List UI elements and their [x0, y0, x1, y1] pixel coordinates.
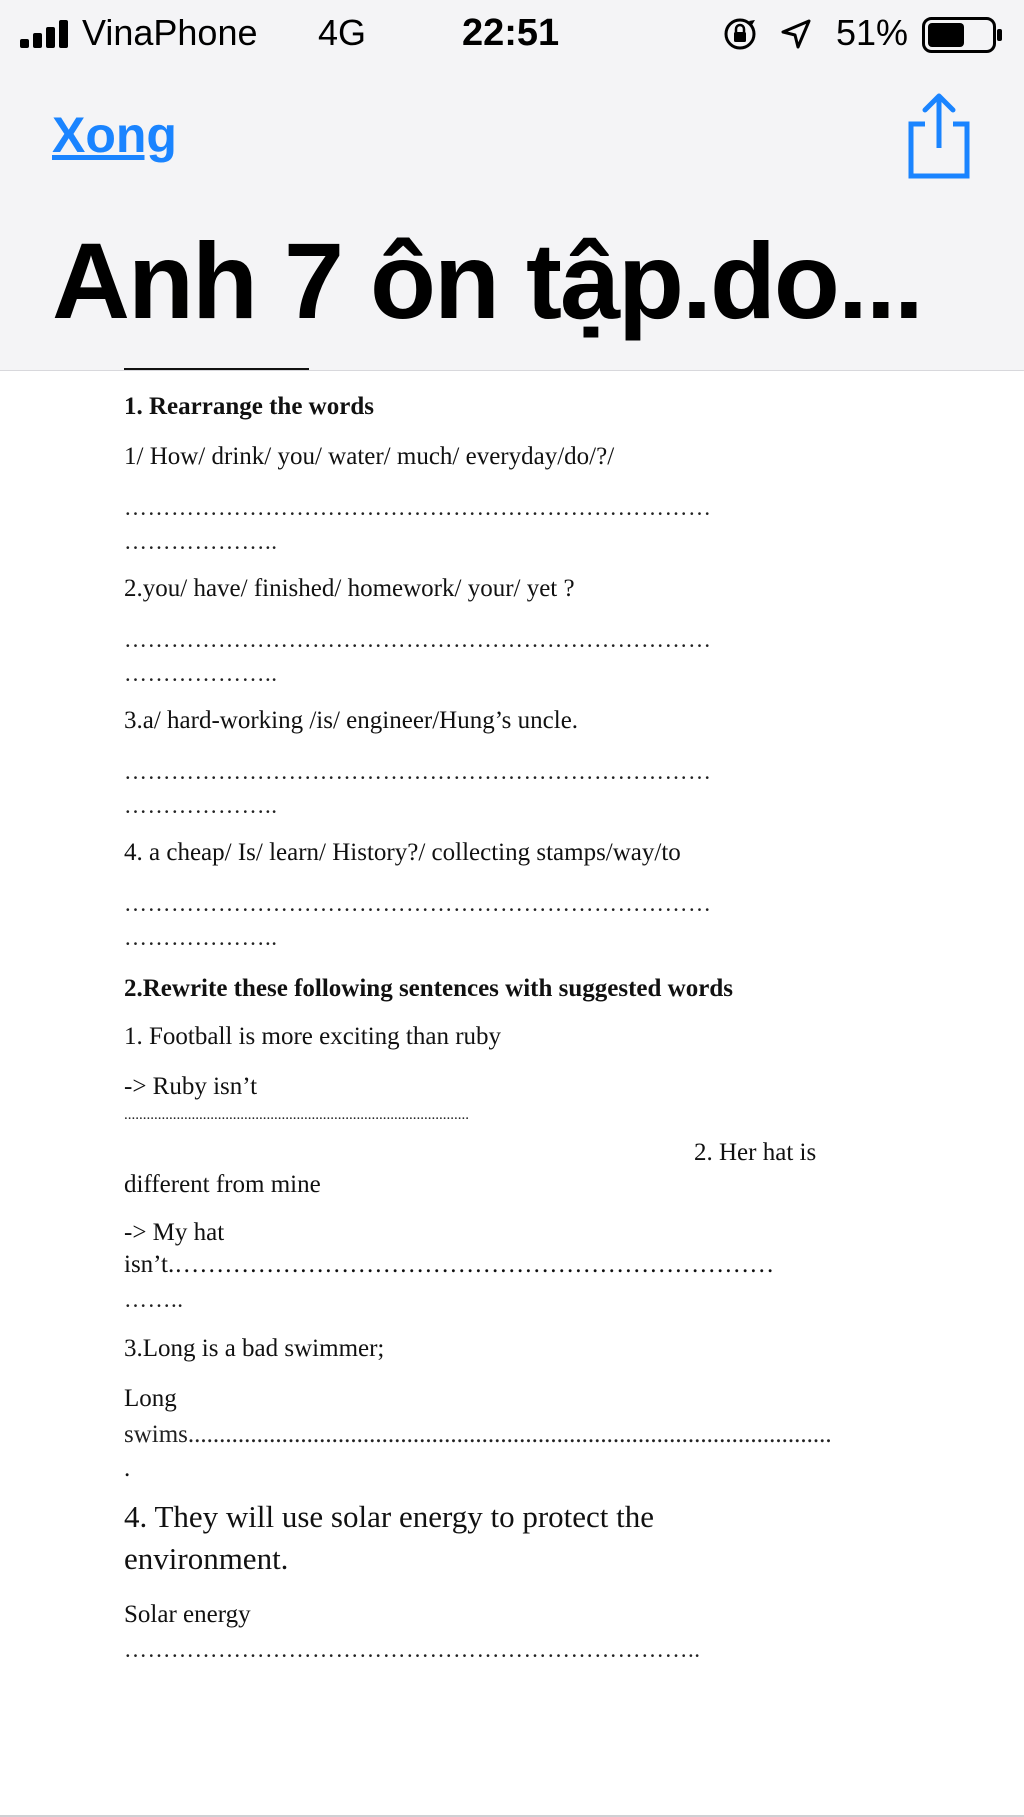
- answer-line: ………………..: [124, 925, 278, 950]
- rearrange-item-2: 2.you/ have/ finished/ homework/ your/ yet ?: [124, 575, 575, 602]
- rewrite-prompt-2-line: isn’t.………………………………………………………………: [124, 1251, 775, 1278]
- rearrange-item-3: 3.a/ hard-working /is/ engineer/Hung’s uncle.: [124, 707, 579, 734]
- status-bar: [0, 0, 1024, 66]
- header-bar: [0, 0, 1024, 371]
- rewrite-prompt-4: Solar energy: [124, 1601, 251, 1628]
- done-button[interactable]: Xong: [52, 107, 177, 163]
- rewrite-question-4-start: 4. They will use solar energy to protect the: [124, 1499, 655, 1534]
- answer-line: ………………..: [124, 793, 278, 818]
- section2-heading: 2.Rewrite these following sentences with suggested words: [124, 975, 733, 1002]
- share-icon[interactable]: [905, 90, 973, 180]
- rotation-lock-icon: [722, 16, 758, 52]
- answer-line: ............................................................................................: [124, 1107, 469, 1123]
- answer-line: ………………..: [124, 661, 278, 686]
- document-title: Anh 7 ôn tập.do...: [52, 220, 922, 341]
- rewrite-prompt-2: -> My hat: [124, 1219, 225, 1246]
- battery-icon: [922, 17, 1004, 53]
- rewrite-prompt-1: -> Ruby isn’t: [124, 1073, 258, 1100]
- rewrite-question-4-end: environment.: [124, 1541, 289, 1576]
- rewrite-question-3: 3.Long is a bad swimmer;: [124, 1335, 385, 1362]
- answer-line: ……..: [124, 1287, 184, 1312]
- rewrite-question-2-start: 2. Her hat is: [694, 1139, 817, 1166]
- network-type: 4G: [318, 12, 367, 53]
- rewrite-question-2-end: different from mine: [124, 1171, 321, 1198]
- answer-line: .: [124, 1455, 131, 1482]
- battery-percent: 51%: [836, 12, 909, 53]
- answer-line: ………………..: [124, 529, 278, 554]
- rewrite-prompt-3-line: swims.......................................................................................................: [124, 1421, 832, 1448]
- rewrite-question-1: 1. Football is more exciting than ruby: [124, 1023, 502, 1050]
- page-top-rule: [124, 368, 309, 370]
- answer-line: …………………………………………………………………: [124, 495, 712, 520]
- answer-line: …………………………………………………………………: [124, 891, 712, 916]
- carrier-name: VinaPhone: [82, 12, 258, 53]
- rewrite-prompt-3: Long: [124, 1385, 177, 1412]
- location-arrow-icon: [780, 18, 812, 50]
- rearrange-item-4: 4. a cheap/ Is/ learn/ History?/ collecting stamps/way/to: [124, 839, 681, 866]
- signal-bars-icon: [20, 20, 72, 48]
- section1-heading: 1. Rearrange the words: [124, 393, 374, 420]
- status-time: 22:51: [462, 12, 560, 54]
- rearrange-item-1: 1/ How/ drink/ you/ water/ much/ everyday/do/?/: [124, 443, 615, 470]
- answer-line: …………………………………………………………………: [124, 759, 712, 784]
- answer-line: …………………………………………………………………: [124, 627, 712, 652]
- answer-line: ………………………………………………………………..: [124, 1637, 701, 1662]
